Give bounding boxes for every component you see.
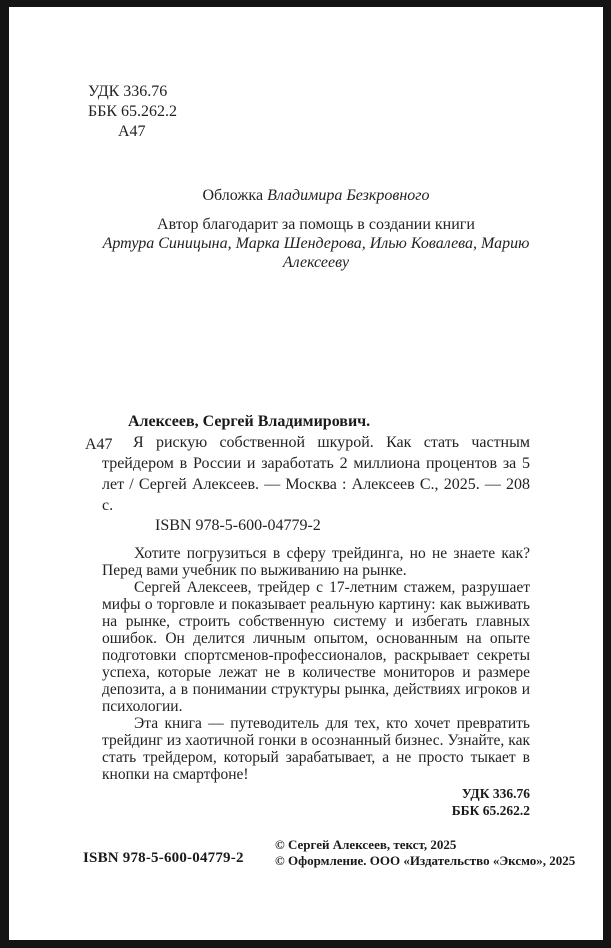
catalog-description: Я рискую собственной шкурой. Как стать частным трейдером в России и заработать 2 миллиона процентов за 5 лет / Сергей Алексеев. — Москва : Алексеев С., 2025. — 208 с. bbox=[102, 434, 530, 514]
acknowledgements bbox=[102, 215, 530, 272]
bottom-bibliographic-codes bbox=[102, 785, 530, 819]
annotation-paragraph-2: Сергей Алексеев, трейдер с 17-летним стажем, разрушает мифы о торговле и показывает реальную картину: как выживать на рынке, строить собственную систему и избегать главных ошибок. Он делится личным опытом, основанным на опыте подготовки спортсменов-профессионалов, раскрывает секреты успеха, которые лежат не в количестве мониторов и размере депозита, а в понимании структуры рынка, действиях игроков и психологии. bbox=[102, 579, 530, 715]
credits-block bbox=[102, 186, 530, 272]
imprint-page bbox=[9, 7, 603, 940]
cover-credit-line bbox=[102, 186, 530, 206]
isbn-line: ISBN 978-5-600-04779-2 bbox=[155, 517, 321, 534]
cover-credit-prefix: Обложка bbox=[202, 187, 268, 204]
catalog-author-code: А47 bbox=[85, 436, 113, 453]
catalog-entry bbox=[85, 411, 530, 516]
udk-code: УДК 336.76 bbox=[88, 83, 168, 100]
top-bibliographic-codes bbox=[88, 82, 177, 142]
thanks-names: Артура Синицына, Марка Шендерова, Илью Ковалева, Марию Алексееву bbox=[102, 235, 530, 271]
footer-isbn: ISBN 978-5-600-04779-2 bbox=[83, 850, 244, 866]
annotation-block bbox=[102, 545, 530, 783]
copyright-publisher: © Оформление. ООО «Издательство «Эксмо», 2025 bbox=[275, 852, 576, 868]
catalog-author-heading: Алексеев, Сергей Владимирович. bbox=[128, 413, 371, 430]
cover-designer-name: Владимира Безкровного bbox=[267, 187, 430, 204]
bbk-code-bottom: ББК 65.262.2 bbox=[451, 803, 530, 818]
thanks-line: Автор благодарит за помощь в создании книги bbox=[157, 216, 475, 233]
annotation-paragraph-1: Хотите погрузиться в сферу трейдинга, но не знаете как? Перед вами учебник по выживанию на рынке. bbox=[102, 545, 530, 579]
annotation-paragraph-3: Эта книга — путеводитель для тех, кто хочет превратить трейдинг из хаотичной гонки в осознанный бизнес. Узнайте, как стать трейдером, который зарабатывает, а не просто тыкает в кнопки на смартфоне! bbox=[102, 715, 530, 783]
bbk-code: ББК 65.262.2 bbox=[88, 103, 178, 120]
author-sign-code: А47 bbox=[118, 123, 146, 140]
copyright-author-text: © Сергей Алексеев, текст, 2025 bbox=[275, 837, 457, 852]
copyright-block bbox=[275, 837, 575, 868]
udk-code-bottom: УДК 336.76 bbox=[461, 786, 530, 801]
